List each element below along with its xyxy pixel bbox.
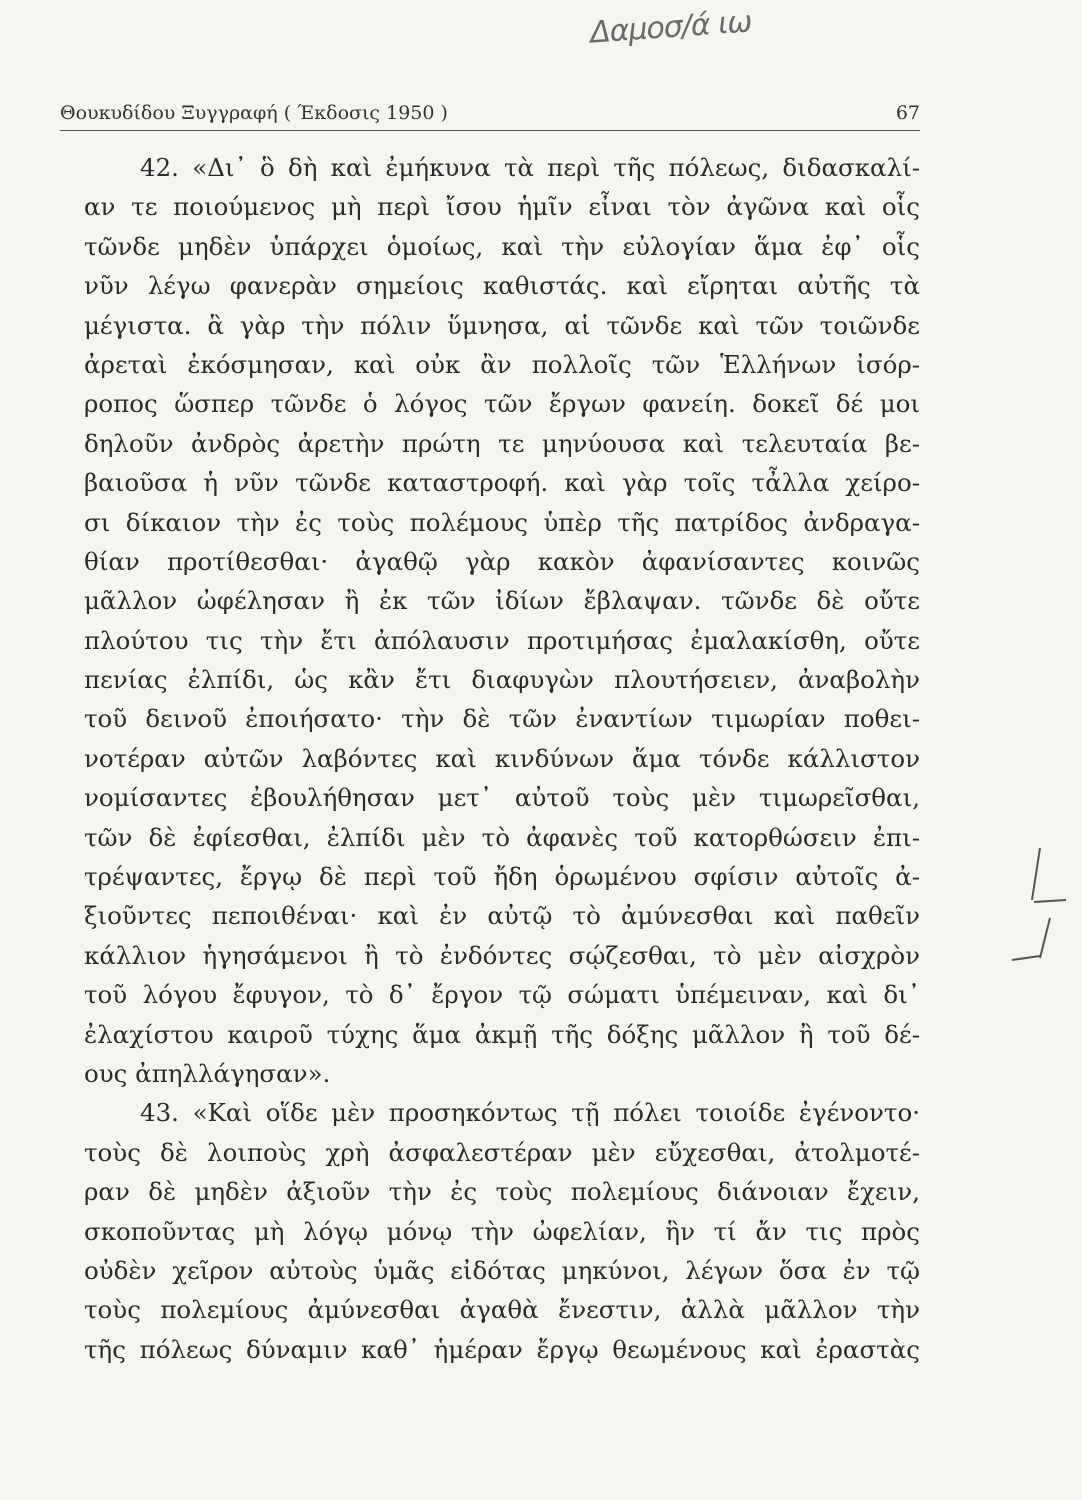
text-line: βαιοῦσα ἡ νῦν τῶνδε καταστροφή. καὶ γὰρ τοῖς τἆλλα χείρο- bbox=[84, 468, 920, 498]
text-line: μέγιστα. ἃ γὰρ τὴν πόλιν ὕμνησα, αἱ τῶνδε καὶ τῶν τοιῶνδε bbox=[84, 310, 920, 340]
text-line: τῶνδε μηδὲν ὑπάρχει ὁμοίως, καὶ τὴν εὐλογίαν ἅμα ἐφ᾿ οἷς bbox=[84, 231, 920, 261]
text-line: τοὺς δὲ λοιποὺς χρὴ ἀσφαλεστέραν μὲν εὔχεσθαι, ἀτολμοτέ- bbox=[84, 1137, 920, 1167]
text-line: σι δίκαιον τὴν ἐς τοὺς πολέμους ὑπὲρ τῆς πατρίδος ἀνδραγα- bbox=[84, 507, 920, 537]
text-line: ους ἀπηλλάγησαν». bbox=[84, 1058, 331, 1088]
text-line: 43. «Καὶ οἵδε μὲν προσηκόντως τῇ πόλει τοιοίδε ἐγένοντο· bbox=[140, 1098, 920, 1128]
text-line: πενίας ἐλπίδι, ὡς κἂν ἔτι διαφυγὼν πλουτήσειεν, ἀναβολὴν bbox=[84, 665, 920, 695]
text-line: δηλοῦν ἀνδρὸς ἀρετὴν πρώτη τε μηνύουσα καὶ τελευταία βε- bbox=[84, 428, 920, 458]
text-line: τοὺς πολεμίους ἀμύνεσθαι ἀγαθὰ ἔνεστιν, ἀλλὰ μᾶλλον τὴν bbox=[84, 1295, 920, 1325]
text-line: τῆς πόλεως δύναμιν καθ᾿ ἡμέραν ἔργῳ θεωμένους καὶ ἐραστὰς bbox=[84, 1334, 920, 1364]
text-line: τῶν δὲ ἐφίεσθαι, ἐλπίδι μὲν τὸ ἀφανὲς τοῦ κατορθώσειν ἐπι- bbox=[84, 822, 920, 852]
text-line: ροπος ὥσπερ τῶνδε ὁ λόγος τῶν ἔργων φανείη. δοκεῖ δέ μοι bbox=[84, 389, 920, 419]
text-line: μᾶλλον ὠφέλησαν ἢ ἐκ τῶν ἰδίων ἔβλαψαν. τῶνδε δὲ οὔτε bbox=[84, 586, 920, 616]
text-line: τρέψαντες, ἔργῳ δὲ περὶ τοῦ ἤδη ὁρωμένου σφίσιν αὐτοῖς ἀ- bbox=[84, 862, 920, 892]
text-line: ἀρεταὶ ἐκόσμησαν, καὶ οὐκ ἂν πολλοῖς τῶν Ἑλλήνων ἰσόρ- bbox=[84, 349, 920, 379]
text-line: θίαν προτίθεσθαι· ἀγαθῷ γὰρ κακὸν ἀφανίσαντες κοινῶς bbox=[84, 546, 920, 576]
text-line: πλούτου τις τὴν ἔτι ἀπόλαυσιν προτιμήσας ἐμαλακίσθη, οὔτε bbox=[84, 625, 920, 655]
text-line: αν τε ποιούμενος μὴ περὶ ἴσου ἡμῖν εἶναι τὸν ἀγῶνα καὶ οἷς bbox=[84, 192, 920, 222]
text-line: ξιοῦντες πεποιθέναι· καὶ ἐν αὐτῷ τὸ ἀμύνεσθαι καὶ παθεῖν bbox=[84, 901, 920, 931]
text-line: ραν δὲ μηδὲν ἀξιοῦν τὴν ἐς τοὺς πολεμίους διάνοιαν ἔχειν, bbox=[84, 1177, 920, 1207]
text-line: κάλλιον ἡγησάμενοι ἢ τὸ ἐνδόντες σῴζεσθαι, τὸ μὲν αἰσχρὸν bbox=[84, 940, 920, 970]
text-line: νῦν λέγω φανερὰν σημείοις καθιστάς. καὶ εἴρηται αὐτῆς τὰ bbox=[84, 271, 920, 301]
handwritten-note: Δαμοσ/ά ιω bbox=[588, 4, 753, 51]
text-line: τοῦ λόγου ἔφυγον, τὸ δ᾿ ἔργον τῷ σώματι ὑπέμειναν, καὶ δι᾿ bbox=[84, 980, 920, 1010]
running-header bbox=[60, 98, 920, 131]
text-line: νοτέραν αὐτῶν λαβόντες καὶ κινδύνων ἅμα τόνδε κάλλιστον bbox=[84, 743, 920, 773]
text-line: ἐλαχίστου καιροῦ τύχης ἅμα ἀκμῇ τῆς δόξης μᾶλλον ἢ τοῦ δέ- bbox=[84, 1019, 920, 1049]
text-line: 42. «Δι᾿ ὃ δὴ καὶ ἐμήκυνα τὰ περὶ τῆς πόλεως, διδασκαλί- bbox=[140, 153, 920, 182]
text-line: νομίσαντες ἐβουλήθησαν μετ᾿ αὐτοῦ τοὺς μὲν τιμωρεῖσθαι, bbox=[84, 783, 920, 813]
page-number: 67 bbox=[895, 102, 920, 124]
margin-pencil-mark bbox=[1010, 840, 1070, 970]
text-line: οὐδὲν χεῖρον αὐτοὺς ὑμᾶς εἰδότας μηκύνοι, λέγων ὅσα ἐν τῷ bbox=[84, 1255, 920, 1285]
header-title: Θουκυδίδου Ξυγγραφή ( Έκδοσις 1950 ) bbox=[60, 102, 448, 124]
text-line: σκοποῦντας μὴ λόγῳ μόνῳ τὴν ὠφελίαν, ἣν τί ἄν τις πρὸς bbox=[84, 1216, 920, 1246]
body-text bbox=[84, 148, 920, 1369]
text-line: τοῦ δεινοῦ ἐποιήσατο· τὴν δὲ τῶν ἐναντίων τιμωρίαν ποθει- bbox=[84, 704, 920, 734]
